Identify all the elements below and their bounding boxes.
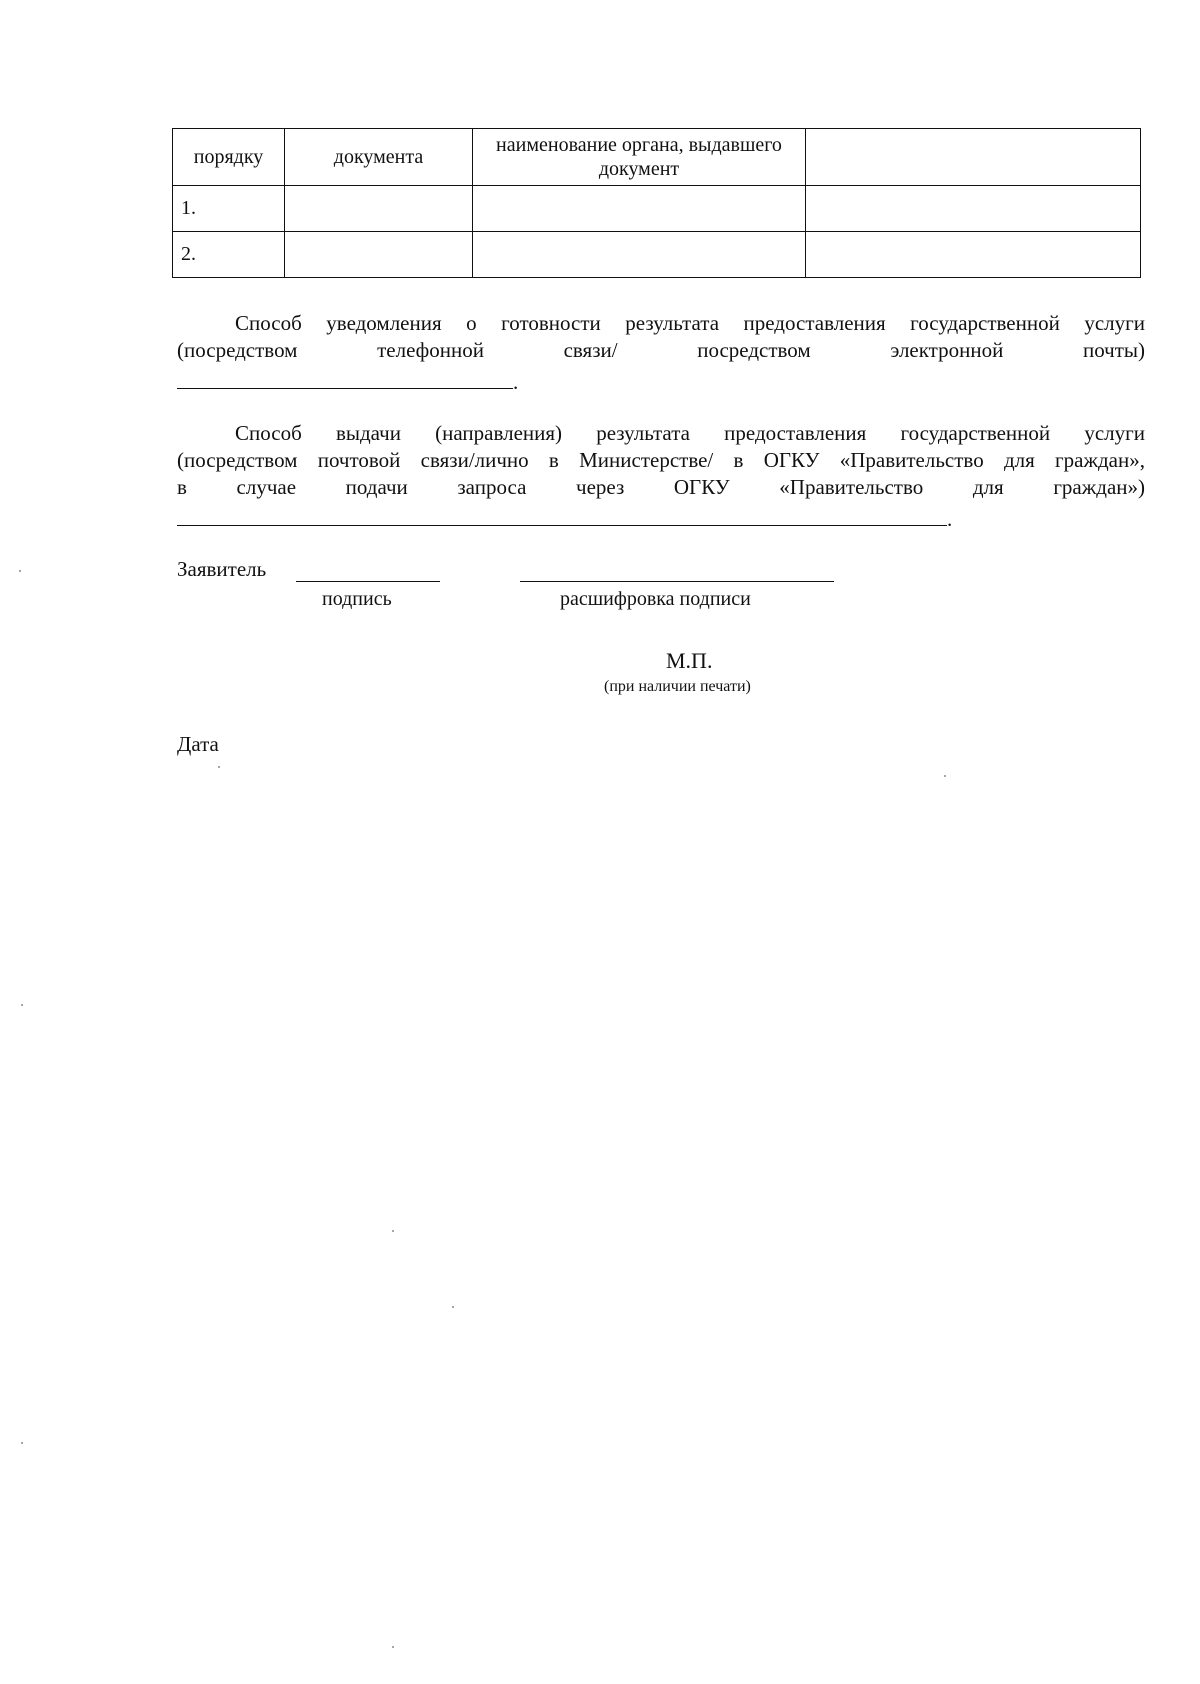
table-cell-number: 2. [173,232,285,278]
signature-decode-caption: расшифровка подписи [560,588,751,610]
issue-method-paragraph [177,420,1145,501]
seal-place-label: М.П. [666,648,713,673]
seal-place-note: (при наличии печати) [604,678,751,695]
fill-in-line[interactable] [177,507,947,526]
documents-table [172,128,1141,278]
field-end-mark: . [947,507,953,531]
paragraph-line: (посредством почтовой связи/лично в Министерстве/ в ОГКУ «Правительство для граждан», [177,448,1145,472]
notification-method-paragraph [177,310,1145,364]
table-cell[interactable] [473,186,806,232]
table-cell[interactable] [285,232,473,278]
scan-speck [21,1442,23,1444]
signature-decode-line[interactable] [520,565,834,582]
table-header-row [173,129,1141,186]
scan-speck [452,1306,454,1308]
field-end-mark: . [513,370,519,394]
scan-speck [392,1646,394,1648]
paragraph-line: Способ уведомления о готовности результата предоставления государственной услуги [235,311,1145,335]
paragraph-line: в случае подачи запроса через ОГКУ «Правительство для граждан») [177,475,1145,499]
table-header-cell [806,129,1141,186]
table-header-cell: наименование органа, выдавшего документ [473,129,806,186]
table-cell[interactable] [285,186,473,232]
table-header-cell: порядку [173,129,285,186]
table-row [173,186,1141,232]
issue-method-field[interactable] [177,507,952,532]
scan-speck [19,570,21,572]
table-cell[interactable] [806,232,1141,278]
scan-speck [392,1230,394,1232]
notification-method-field[interactable] [177,370,518,395]
date-label: Дата [177,732,219,756]
paragraph-line: Способ выдачи (направления) результата предоставления государственной услуги [235,421,1145,445]
paragraph-line: (посредством телефонной связи/ посредством электронной почты) [177,338,1145,362]
scan-speck [21,1004,23,1006]
scan-speck [218,766,220,768]
table-cell[interactable] [806,186,1141,232]
fill-in-line[interactable] [177,370,513,389]
signature-caption: подпись [322,588,392,610]
scan-speck [944,775,946,777]
applicant-label: Заявитель [177,557,267,581]
signature-line[interactable] [296,565,440,582]
table-row [173,232,1141,278]
table-cell-number: 1. [173,186,285,232]
table-cell[interactable] [473,232,806,278]
table-header-cell: документа [285,129,473,186]
